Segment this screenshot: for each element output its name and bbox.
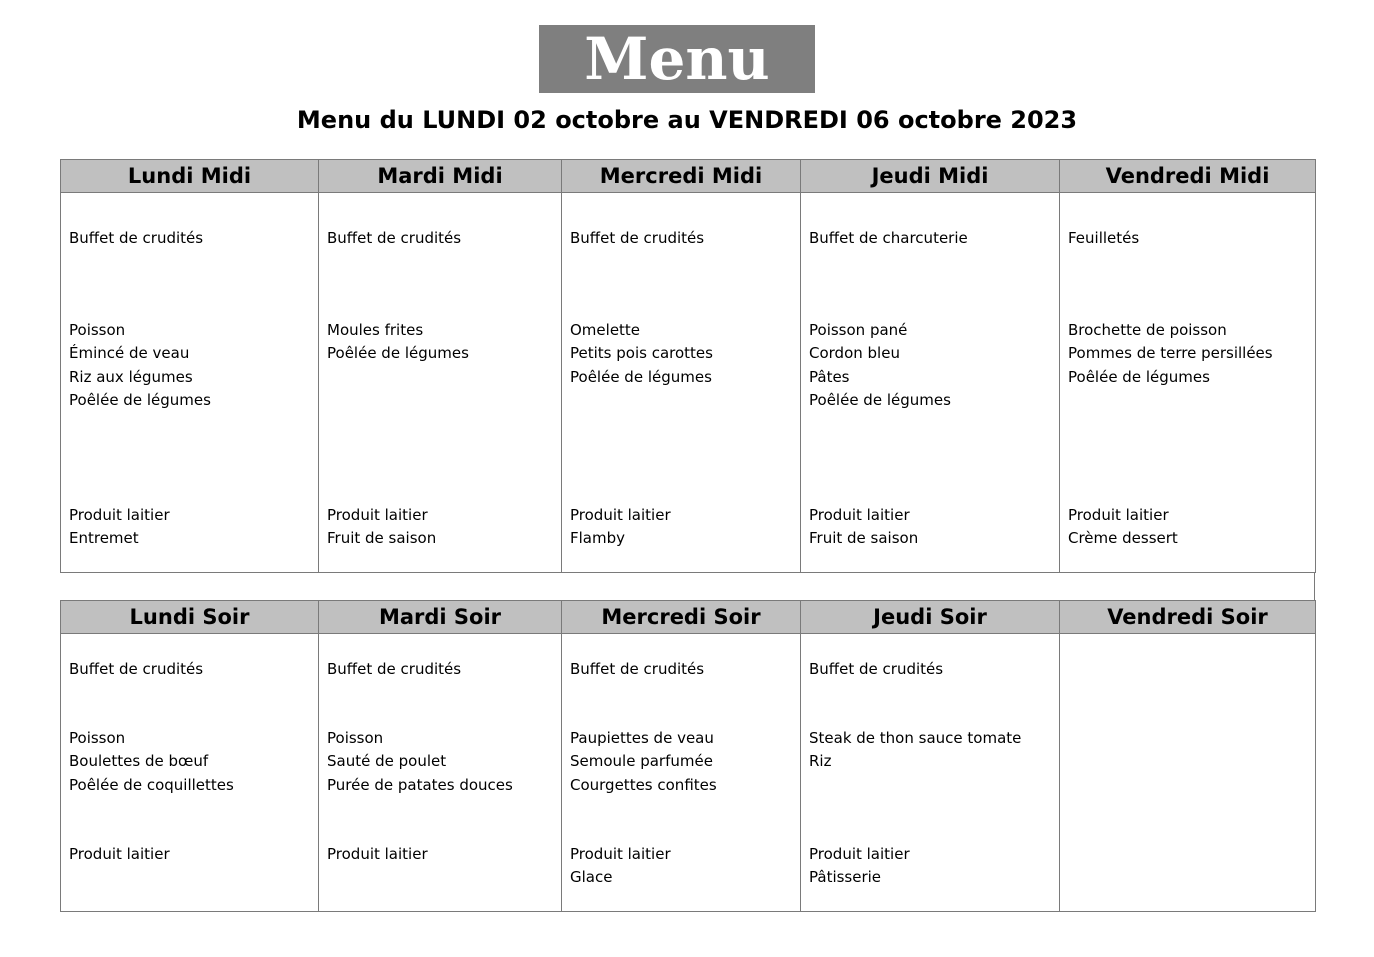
dinner-day-header: Jeudi Soir	[801, 601, 1060, 634]
lunch-day-header: Mardi Midi	[319, 160, 562, 193]
menu-item: Produit laitier	[69, 506, 170, 524]
menu-item: Fruit de saison	[327, 529, 437, 548]
dinner-content-row	[61, 634, 1316, 912]
lunch-day-cell	[1060, 193, 1315, 572]
menu-item: Produit laitier	[570, 845, 671, 863]
menu-item: Produit laitier	[69, 845, 170, 863]
menu-item: Buffet de charcuterie	[809, 229, 968, 247]
menu-item: Entremet	[69, 529, 139, 548]
main-course-group	[809, 727, 1055, 774]
dinner-day-cell	[61, 634, 318, 911]
main-course-group	[1068, 319, 1311, 389]
starter-group	[69, 658, 314, 681]
dessert-group	[69, 504, 314, 551]
menu-item: Sauté de poulet	[327, 752, 447, 771]
menu-item: Crème dessert	[1068, 529, 1178, 548]
menu-item: Boulettes de bœuf	[69, 752, 209, 771]
lunch-header-row	[61, 160, 1316, 193]
starter-group	[570, 658, 796, 681]
menu-item: Poêlée de légumes	[1068, 367, 1210, 386]
menu-item: Poisson pané	[809, 321, 908, 339]
menu-item: Flamby	[570, 529, 625, 548]
menu-item: Petits pois carottes	[570, 344, 713, 363]
menu-week-subtitle: Menu du LUNDI 02 octobre au VENDREDI 06 octobre 2023	[296, 106, 1078, 134]
menu-item: Purée de patates douces	[327, 775, 513, 794]
menu-item: Produit laitier	[809, 506, 910, 524]
dessert-group	[809, 843, 1055, 890]
menu-item: Steak de thon sauce tomate	[809, 729, 1022, 747]
menu-item: Buffet de crudités	[570, 660, 705, 678]
dinner-day-header: Lundi Soir	[61, 601, 319, 634]
starter-group	[570, 227, 796, 250]
lunch-day-header: Vendredi Midi	[1060, 160, 1316, 193]
starter-group	[327, 658, 557, 681]
lunch-day-header: Lundi Midi	[61, 160, 319, 193]
dessert-group	[69, 843, 314, 866]
main-course-group	[570, 319, 796, 389]
dessert-group	[327, 504, 557, 551]
main-course-group	[570, 727, 796, 797]
menu-item: Courgettes confites	[570, 775, 717, 794]
main-course-group	[327, 727, 557, 797]
dinner-day-cell-empty	[1060, 634, 1315, 911]
starter-group	[69, 227, 314, 250]
menu-item: Poêlée de légumes	[809, 390, 951, 409]
menu-item: Buffet de crudités	[570, 229, 705, 247]
main-course-group	[809, 319, 1055, 412]
lunch-day-header: Jeudi Midi	[801, 160, 1060, 193]
menu-item: Fruit de saison	[809, 529, 919, 548]
dinner-day-header: Vendredi Soir	[1060, 601, 1316, 634]
menu-item: Cordon bleu	[809, 344, 900, 363]
menu-item: Buffet de crudités	[69, 229, 204, 247]
starter-group	[327, 227, 557, 250]
dessert-group	[809, 504, 1055, 551]
dinner-day-cell	[319, 634, 561, 911]
lunch-day-header: Mercredi Midi	[562, 160, 801, 193]
table-divider-edge	[1314, 573, 1315, 600]
menu-item: Produit laitier	[327, 506, 428, 524]
dessert-group	[570, 504, 796, 551]
lunch-day-cell	[562, 193, 800, 572]
starter-group	[809, 227, 1055, 250]
lunch-day-cell	[801, 193, 1059, 572]
menu-item: Omelette	[570, 321, 641, 339]
menu-item: Riz	[809, 752, 832, 771]
starter-group	[1068, 227, 1311, 250]
menu-item: Feuilletés	[1068, 229, 1140, 247]
menu-item: Produit laitier	[1068, 506, 1169, 524]
menu-item: Produit laitier	[327, 845, 428, 863]
menu-item: Semoule parfumée	[570, 752, 713, 771]
menu-item: Pommes de terre persillées	[1068, 344, 1273, 363]
menu-item: Poêlée de légumes	[327, 344, 469, 363]
menu-item: Poêlée de légumes	[570, 367, 712, 386]
lunch-menu-table	[60, 159, 1316, 573]
dessert-group	[327, 843, 557, 866]
dinner-day-cell	[562, 634, 800, 911]
menu-item: Poisson	[69, 729, 126, 747]
menu-title: Menu	[539, 25, 815, 93]
menu-item: Poêlée de coquillettes	[69, 775, 234, 794]
menu-item: Buffet de crudités	[809, 660, 944, 678]
menu-item: Riz aux légumes	[69, 367, 193, 386]
menu-item: Glace	[570, 868, 613, 887]
main-course-group	[69, 319, 314, 412]
menu-item: Pâtisserie	[809, 868, 882, 887]
menu-item: Poêlée de légumes	[69, 390, 211, 409]
main-course-group	[327, 319, 557, 366]
menu-item: Poisson	[69, 321, 126, 339]
dessert-group	[570, 843, 796, 890]
dinner-day-cell	[801, 634, 1059, 911]
lunch-day-cell	[61, 193, 318, 572]
dinner-header-row	[61, 601, 1316, 634]
lunch-content-row	[61, 193, 1316, 573]
menu-item: Buffet de crudités	[327, 229, 462, 247]
starter-group	[809, 658, 1055, 681]
main-course-group	[69, 727, 314, 797]
menu-item: Émincé de veau	[69, 344, 190, 363]
menu-item: Poisson	[327, 729, 384, 747]
menu-item: Brochette de poisson	[1068, 321, 1227, 339]
menu-item: Produit laitier	[570, 506, 671, 524]
menu-item: Produit laitier	[809, 845, 910, 863]
menu-item: Buffet de crudités	[69, 660, 204, 678]
dinner-menu-table	[60, 600, 1316, 912]
menu-item: Paupiettes de veau	[570, 729, 714, 747]
dinner-day-header: Mercredi Soir	[562, 601, 801, 634]
dessert-group	[1068, 504, 1311, 551]
dinner-day-header: Mardi Soir	[319, 601, 562, 634]
menu-item: Moules frites	[327, 321, 424, 339]
lunch-day-cell	[319, 193, 561, 572]
menu-item: Buffet de crudités	[327, 660, 462, 678]
menu-item: Pâtes	[809, 367, 850, 386]
